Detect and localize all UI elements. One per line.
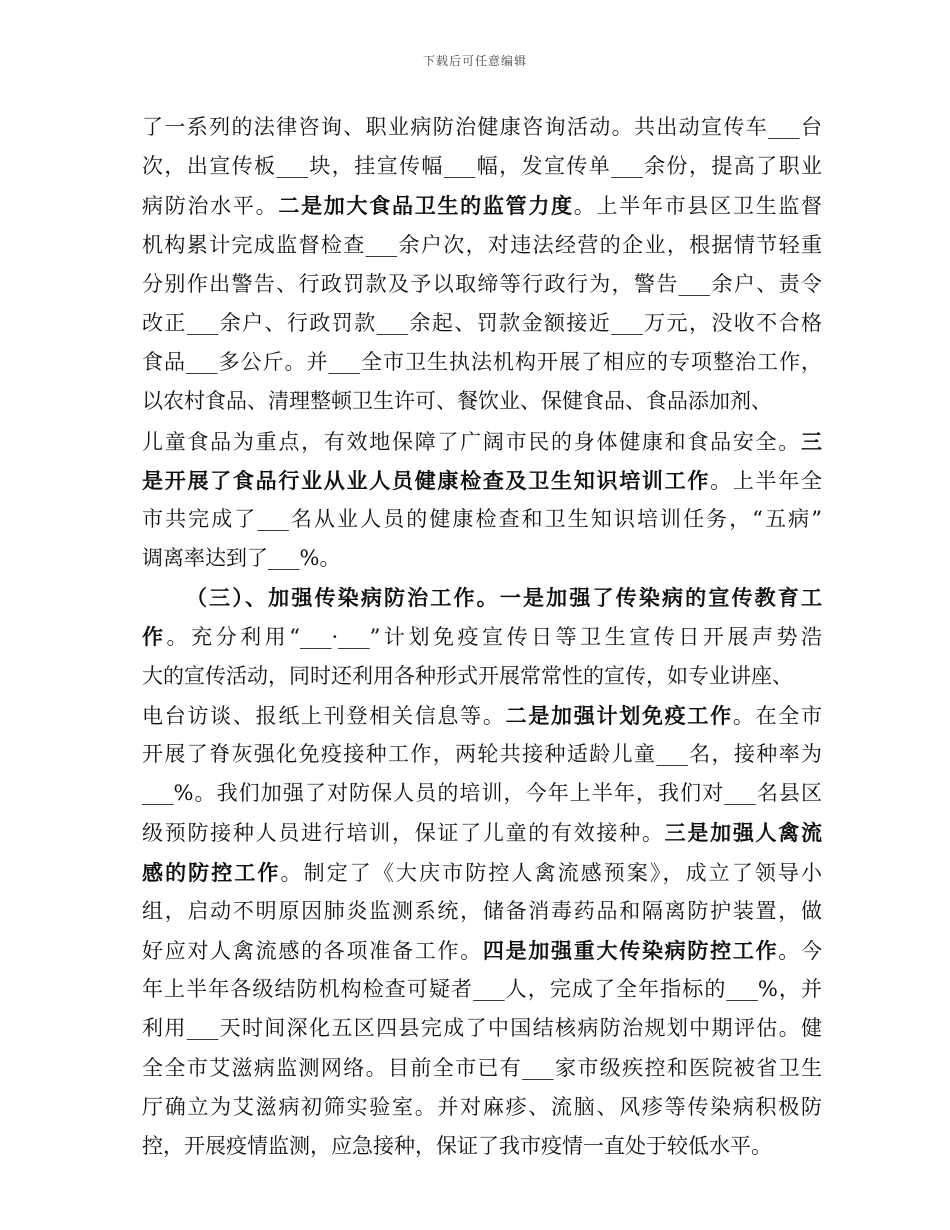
text-line xyxy=(142,578,822,617)
text-segment: 好应对人禽流感的各项准备工作。 xyxy=(142,938,483,963)
text-line xyxy=(142,657,822,696)
text-line xyxy=(142,892,822,931)
text-segment: 机构累计完成监督检查___余户次，对违法经营的企业，根据情节轻重 xyxy=(142,232,822,257)
text-line xyxy=(142,147,822,186)
text-line xyxy=(142,813,822,852)
text-segment: 以农村食品、清理整顿卫生许可、餐饮业、保健食品、食品添加剂、 xyxy=(142,389,772,414)
text-segment: 利用___天时间深化五区四县完成了中国结核病防治规划中期评估。健 xyxy=(142,1016,822,1041)
text-line xyxy=(142,108,822,147)
text-line xyxy=(142,265,822,304)
text-segment: 了一系列的法律咨询、职业病防治健康咨询活动。共出动宣传车___台 xyxy=(142,115,822,139)
text-segment: 级预防接种人员进行培训，保证了儿童的有效接种。 xyxy=(142,821,665,846)
text-segment: 调离率达到了___%。 xyxy=(142,546,341,571)
text-segment: 病防治水平。 xyxy=(142,194,279,219)
text-segment: 开展了脊灰强化免疫接种工作，两轮共接种适龄儿童___名，接种率为 xyxy=(142,742,822,766)
text-segment: 。上半年全 xyxy=(710,468,823,493)
text-segment: 改正___余户、行政罚款___余起、罚款金额接近___万元，没收不合格 xyxy=(142,310,822,335)
text-segment: 。今 xyxy=(778,938,823,963)
text-segment: 食品___多公斤。并___全市卫生执法机构开展了相应的专项整治工作， xyxy=(142,350,822,375)
text-line xyxy=(142,1127,822,1166)
bold-text-segment: 三 xyxy=(801,428,822,454)
text-segment: 。上半年市县区卫生监督 xyxy=(573,194,823,219)
bold-text-segment: 感的防控工作 xyxy=(142,859,281,885)
text-line xyxy=(142,735,822,774)
bold-text-segment: （三）、加强传染病防治工作。一是加强了传染病的宣传教育工 xyxy=(186,585,822,611)
bold-text-segment: 作 xyxy=(142,624,167,650)
text-line xyxy=(142,500,822,539)
text-segment: 。在全市 xyxy=(732,703,823,728)
text-line xyxy=(142,461,822,500)
text-segment: 次，出宣传板___块，挂宣传幅___幅，发宣传单___余份，提高了职业 xyxy=(142,154,822,179)
text-segment: 全全市艾滋病监测网络。目前全市已有___家市级疾控和医院被省卫生 xyxy=(142,1055,822,1080)
bold-text-segment: 四是加强重大传染病防控工作 xyxy=(482,937,779,963)
text-line xyxy=(142,422,822,461)
bold-text-segment: 二是加大食品卫生的监管力度 xyxy=(278,193,574,219)
text-line xyxy=(142,382,822,421)
text-segment: 厅确立为艾滋病初筛实验室。并对麻疹、流脑、风疹等传染病积极防 xyxy=(142,1094,822,1119)
text-line xyxy=(142,539,822,578)
text-line xyxy=(142,931,822,970)
text-line xyxy=(142,1009,822,1048)
text-line xyxy=(142,774,822,813)
text-line xyxy=(142,617,822,656)
text-line xyxy=(142,186,822,225)
page-header: 下载后可任意编辑 xyxy=(422,54,527,68)
text-segment: 。充分利用“___·___”计划免疫宣传日等卫生宣传日开展声势浩 xyxy=(166,625,823,650)
text-line xyxy=(142,1088,822,1127)
text-segment: 控，开展疫情监测，应急接种，保证了我市疫情一直处于较低水平。 xyxy=(142,1133,772,1158)
text-segment: 电台访谈、报纸上刊登相关信息等。 xyxy=(142,703,506,728)
text-segment: 市共完成了___名从业人员的健康检查和卫生知识培训任务，“五病” xyxy=(142,506,822,531)
bold-text-segment: 二是加强计划免疫工作 xyxy=(505,702,733,728)
text-line xyxy=(142,970,822,1009)
text-segment: ___%。我们加强了对防保人员的培训，今年上半年，我们对___名县区 xyxy=(142,781,822,806)
text-line xyxy=(142,853,822,892)
text-line xyxy=(142,696,822,735)
document-body xyxy=(142,108,822,1166)
text-segment: 分别作出警告、行政罚款及予以取缔等行政行为，警告___余户、责令 xyxy=(142,271,822,296)
text-line xyxy=(142,343,822,382)
text-line xyxy=(142,1049,822,1088)
text-line xyxy=(142,304,822,343)
text-segment: 年上半年各级结防机构检查可疑者___人，完成了全年指标的___%，并 xyxy=(142,977,822,1002)
bold-text-segment: 是开展了食品行业从业人员健康检查及卫生知识培训工作 xyxy=(142,467,711,493)
text-line xyxy=(142,226,822,265)
text-segment: 。制定了《大庆市防控人禽流感预案》，成立了领导小 xyxy=(280,860,823,885)
bold-text-segment: 三是加强人禽流 xyxy=(664,820,823,846)
text-segment: 儿童食品为重点，有效地保障了广阔市民的身体健康和食品安全。 xyxy=(142,429,801,454)
text-segment: 组，启动不明原因肺炎监测系统，储备消毒药品和隔离防护装置，做 xyxy=(142,898,822,923)
text-segment: 大的宣传活动，同时还利用各种形式开展常常性的宣传，如专业讲座、 xyxy=(142,663,793,688)
